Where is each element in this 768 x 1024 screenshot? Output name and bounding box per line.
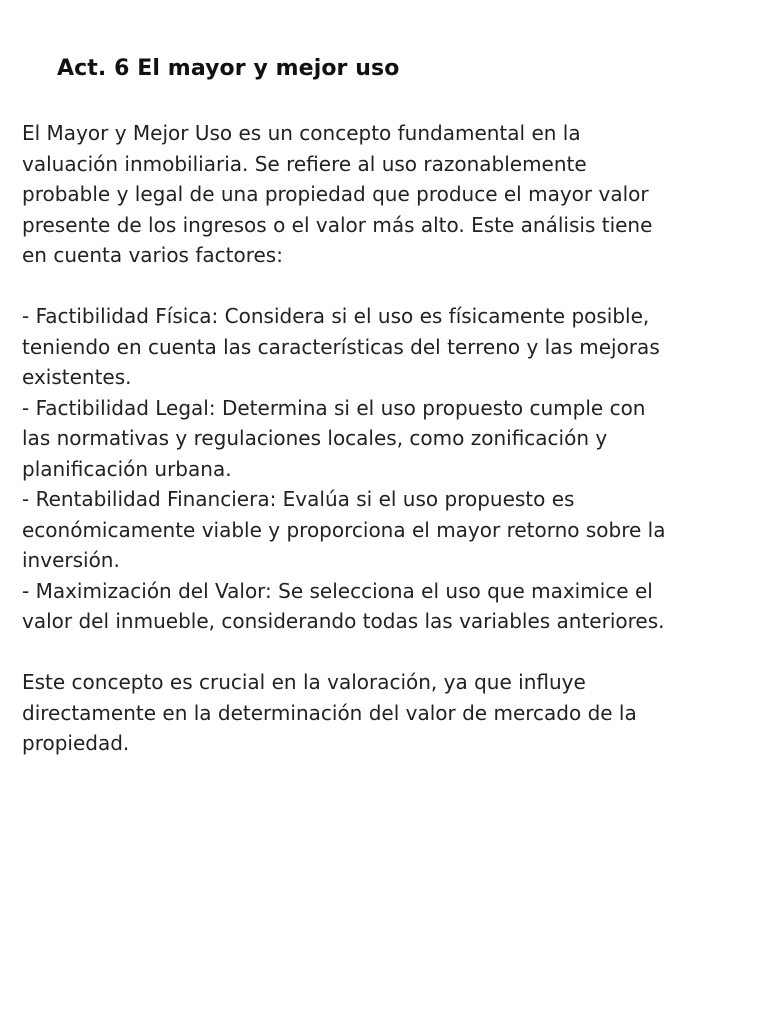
factor-line: - Rentabilidad Financiera: Evalúa si el uso propuesto es bbox=[22, 487, 575, 511]
conclusion-line: propiedad. bbox=[22, 731, 130, 755]
factor-line: planificación urbana. bbox=[22, 456, 232, 481]
factor-line: las normativas y regulaciones locales, como zonificación y bbox=[22, 426, 608, 450]
intro-line: El Mayor y Mejor Uso es un concepto fundamental en la bbox=[22, 121, 581, 145]
conclusion-line: directamente en la determinación del valor de mercado de la bbox=[22, 700, 637, 725]
document-title: Act. 6 El mayor y mejor uso bbox=[57, 56, 400, 81]
intro-line: en cuenta varios factores: bbox=[22, 243, 283, 267]
intro-line: valuación inmobiliaria. Se refiere al uso razonablemente bbox=[22, 151, 587, 176]
factor-line: - Maximización del Valor: Se selecciona el uso que maximice el bbox=[22, 578, 653, 603]
intro-paragraph bbox=[22, 118, 757, 271]
factor-line: valor del inmueble, considerando todas las variables anteriores. bbox=[22, 609, 665, 633]
document-body bbox=[22, 118, 757, 759]
conclusion-line: Este concepto es crucial en la valoración, ya que influye bbox=[22, 670, 586, 694]
factors-list bbox=[22, 301, 757, 637]
intro-line: probable y legal de una propiedad que produce el mayor valor bbox=[22, 182, 649, 206]
factor-line: económicamente viable y proporciona el mayor retorno sobre la bbox=[22, 517, 666, 542]
factor-line: existentes. bbox=[22, 365, 132, 389]
factor-line: teniendo en cuenta las características del terreno y las mejoras bbox=[22, 334, 660, 359]
factor-line: - Factibilidad Física: Considera si el uso es físicamente posible, bbox=[22, 304, 650, 328]
factor-line: inversión. bbox=[22, 548, 120, 572]
paragraph-spacer bbox=[22, 637, 757, 668]
factor-line: - Factibilidad Legal: Determina si el uso propuesto cumple con bbox=[22, 395, 646, 420]
paragraph-spacer bbox=[22, 271, 757, 302]
intro-line: presente de los ingresos o el valor más alto. Este análisis tiene bbox=[22, 212, 653, 237]
conclusion-paragraph bbox=[22, 667, 757, 759]
